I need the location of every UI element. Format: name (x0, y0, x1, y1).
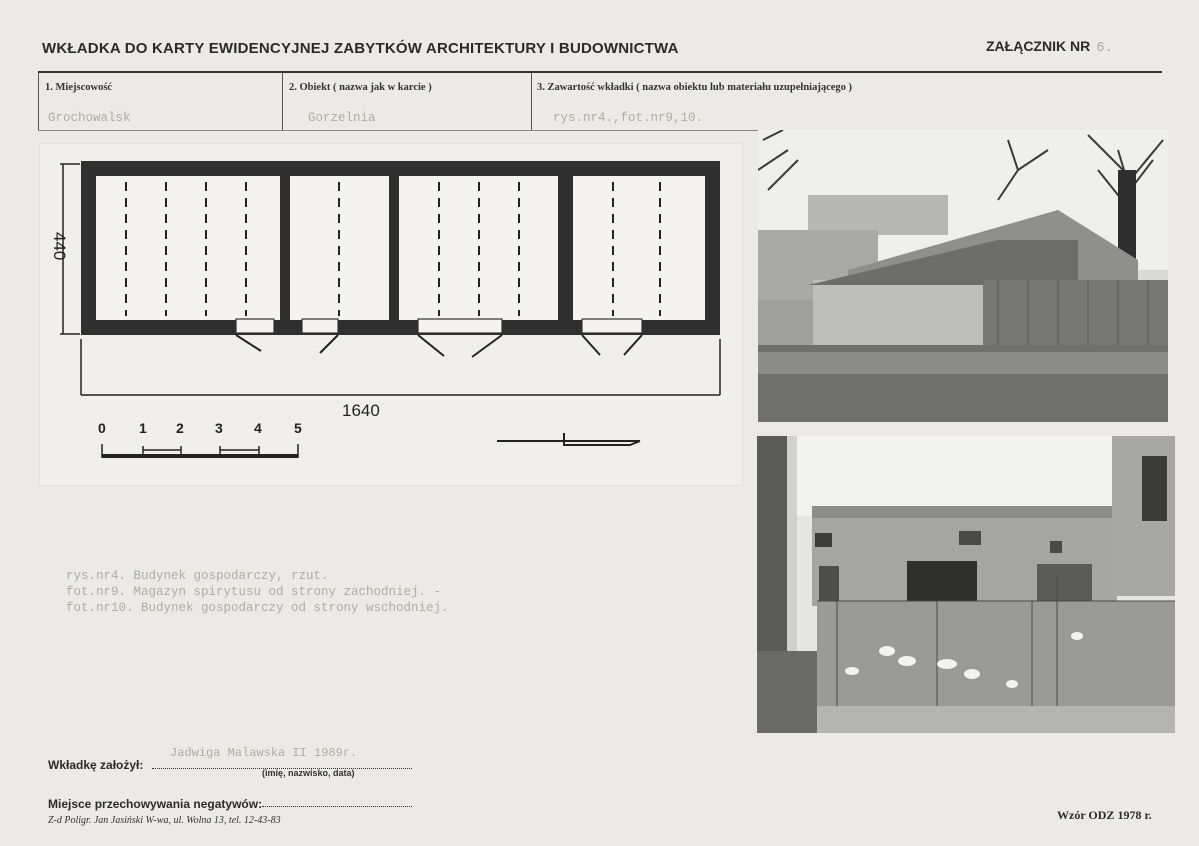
dimension-height: 440 (50, 232, 69, 261)
printer-imprint: Z-d Poligr. Jan Jasiński W-wa, ul. Wolna 13, tel. 12-43-83 (48, 815, 281, 826)
negatives-dotted-line (262, 794, 412, 807)
photo-warehouse-west-image (758, 130, 1168, 422)
scale-tick-label: 0 (98, 420, 106, 436)
field-value-object: Gorzelnia (308, 111, 376, 125)
photo-farm-building-east-image (757, 436, 1175, 733)
header-rule (38, 71, 1162, 73)
field-label-object: 2. Obiekt ( nazwa jak w karcie ) (289, 82, 432, 93)
scale-tick-label: 2 (176, 420, 184, 436)
field-label-content: 3. Zawartość wkładki ( nazwa obiektu lub materiału uzupełniającego ) (537, 82, 853, 93)
dimension-width: 1640 (342, 401, 380, 420)
door-swings (236, 335, 642, 357)
field-value-locality: Grochowalsk (48, 111, 131, 125)
form-code: Wzór ODZ 1978 r. (1057, 808, 1152, 822)
north-arrow-icon (497, 433, 640, 445)
floor-plan-drawing (40, 144, 742, 485)
caption-line: fot.nr9. Magazyn spirytusu od strony zachodniej. - (66, 585, 442, 599)
annex-label-text: ZAŁĄCZNIK NR (986, 38, 1091, 54)
scale-tick-label: 4 (254, 420, 262, 436)
photo-warehouse-west (758, 130, 1168, 422)
scale-tick-label: 3 (215, 420, 223, 436)
author-hint: (imię, nazwisko, data) (262, 768, 355, 778)
field-label-locality: 1. Miejscowość (45, 82, 113, 93)
annex-label (986, 38, 1113, 56)
author-value: Jadwiga Malawska II 1989r. (170, 746, 358, 760)
scale-tick-label: 1 (139, 420, 147, 436)
caption-line: rys.nr4. Budynek gospodarczy, rzut. (66, 569, 329, 583)
photo-farm-building-east (757, 436, 1175, 733)
annex-number: 6. (1096, 40, 1114, 56)
caption-line: fot.nr10. Budynek gospodarczy od strony wschodniej. (66, 601, 449, 615)
scale-tick-label: 5 (294, 420, 302, 436)
form-title: WKŁADKA DO KARTY EWIDENCYJNEJ ZABYTKÓW ARCHITEKTURY I BUDOWNICTWA (42, 40, 679, 57)
field-value-content: rys.nr4.,fot.nr9,10. (553, 111, 704, 125)
negatives-label: Miejsce przechowywania negatywów: (48, 797, 263, 811)
field-divider (531, 73, 532, 131)
field-divider (282, 73, 283, 131)
scale-bar (98, 420, 302, 458)
field-divider (38, 73, 39, 131)
floor-plan-svg (40, 144, 742, 485)
author-label: Wkładkę założył: (48, 758, 144, 772)
